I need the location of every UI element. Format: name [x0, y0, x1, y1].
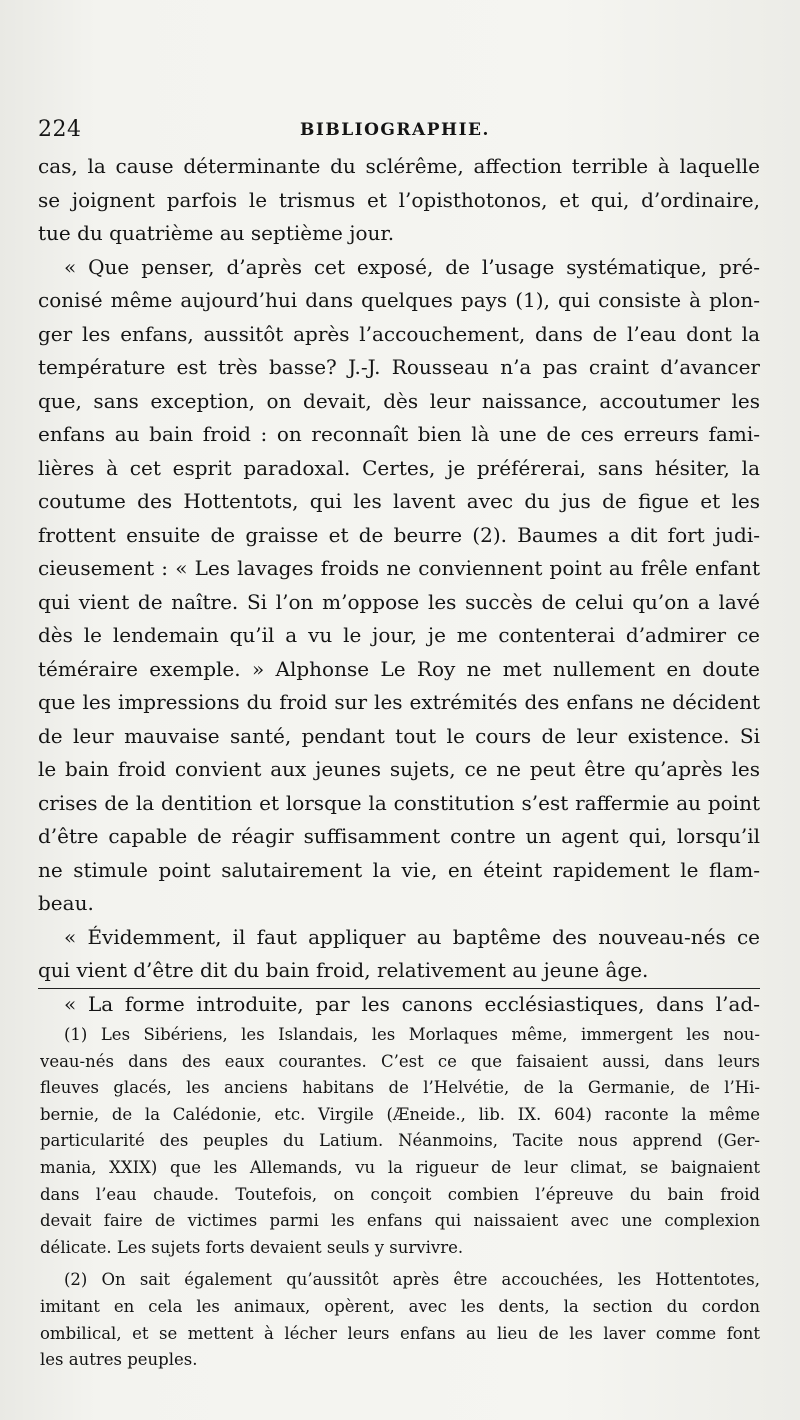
footnote-line: mania, XXIX) que les Allemands, vu la rigueur de leur climat, se baignaient	[40, 1157, 760, 1177]
text-line: le bain froid convient aux jeunes sujets, ce ne peut être qu’après les	[38, 757, 760, 781]
text-line: « La forme introduite, par les canons ecclésiastiques, dans l’ad-	[64, 991, 760, 1016]
text-line: crises de la dentition et lorsque la constitution s’est raffermie au point	[38, 790, 760, 815]
footnote-2	[40, 1267, 760, 1373]
page-header	[38, 117, 758, 143]
footnote-line: imitant en cela les animaux, opèrent, avec les dents, la section du cordon	[40, 1296, 760, 1316]
text-line: qui vient d’être dit du bain froid, relativement au jeune âge.	[38, 958, 649, 982]
text-line: conisé même aujourd’hui dans quelques pays (1), qui consiste à plon-	[38, 288, 760, 312]
text-line: d’être capable de réagir suffisamment contre un agent qui, lorsqu’il	[38, 824, 760, 848]
text-line: cas, la cause déterminante du sclérême, affection terrible à laquelle	[38, 154, 760, 178]
footnote-1	[40, 1022, 760, 1261]
page-number: 224	[38, 117, 82, 142]
text-line: que, sans exception, on devait, dès leur naissance, accoutumer les	[38, 388, 760, 413]
footnotes	[40, 1022, 760, 1374]
text-line: beau.	[38, 891, 94, 915]
main-text	[38, 150, 760, 1021]
text-line: enfans au bain froid : on reconnaît bien là une de ces erreurs fami-	[38, 422, 760, 446]
footnote-line: (1) Les Sibériens, les Islandais, les Morlaques même, immergent les nou-	[64, 1025, 760, 1044]
text-line: de leur mauvaise santé, pendant tout le cours de leur existence. Si	[38, 723, 760, 748]
text-line: que les impressions du froid sur les extrémités des enfans ne décident	[38, 690, 760, 714]
footnote-line: ombilical, et se mettent à lécher leurs enfans au lieu de les laver comme font	[40, 1323, 760, 1343]
text-line: lières à cet esprit paradoxal. Certes, je préférerai, sans hésiter, la	[38, 455, 760, 480]
text-line: se joignent parfois le trismus et l’opisthotonos, et qui, d’ordinaire,	[38, 187, 760, 212]
footnote-line: dans l’eau chaude. Toutefois, on conçoit combien l’épreuve du bain froid	[40, 1184, 760, 1204]
text-line: tue du quatrième au septième jour.	[38, 221, 395, 245]
footnote-line: les autres peuples.	[40, 1350, 198, 1370]
footnote-line: (2) On sait également qu’aussitôt après être accouchées, les Hottentotes,	[64, 1270, 760, 1290]
footnote-line: veau-nés dans des eaux courantes. C’est ce que faisaient aussi, dans leurs	[40, 1051, 760, 1071]
text-line: « Que penser, d’après cet exposé, de l’usage systématique, pré-	[64, 254, 760, 279]
running-title: BIBLIOGRAPHIE.	[300, 120, 490, 140]
text-line: dès le lendemain qu’il a vu le jour, je me contenterai d’admirer ce	[38, 623, 760, 647]
footnote-line: bernie, de la Calédonie, etc. Virgile (Æneide., lib. IX. 604) raconte la même	[40, 1104, 760, 1124]
footnote-line: particularité des peuples du Latium. Néanmoins, Tacite nous apprend (Ger-	[40, 1131, 760, 1151]
text-line: qui vient de naître. Si l’on m’oppose les succès de celui qu’on a lavé	[38, 589, 760, 614]
footnote-line: délicate. Les sujets forts devaient seuls y survivre.	[40, 1237, 464, 1257]
text-line: ne stimule point salutairement la vie, en éteint rapidement le flam-	[38, 857, 760, 882]
text-line: « Évidemment, il faut appliquer au baptême des nouveau-nés ce	[64, 924, 760, 949]
footnote-line: fleuves glacés, les anciens habitans de l’Helvétie, de la Germanie, de l’Hi-	[40, 1078, 760, 1098]
text-line: frottent ensuite de graisse et de beurre (2). Baumes a dit fort judi-	[38, 522, 760, 547]
text-line: cieusement : « Les lavages froids ne conviennent point au frêle enfant	[38, 556, 760, 580]
text-line: coutume des Hottentots, qui les lavent avec du jus de figue et les	[38, 489, 760, 513]
footnote-line: devait faire de victimes parmi les enfans qui naissaient avec une complexion	[40, 1211, 760, 1231]
text-line: température est très basse? J.-J. Rousseau n’a pas craint d’avancer	[38, 355, 760, 379]
text-line: téméraire exemple. » Alphonse Le Roy ne met nullement en doute	[38, 656, 760, 681]
footnote-separator	[38, 988, 760, 989]
text-line: ger les enfans, aussitôt après l’accouchement, dans de l’eau dont la	[38, 321, 760, 346]
